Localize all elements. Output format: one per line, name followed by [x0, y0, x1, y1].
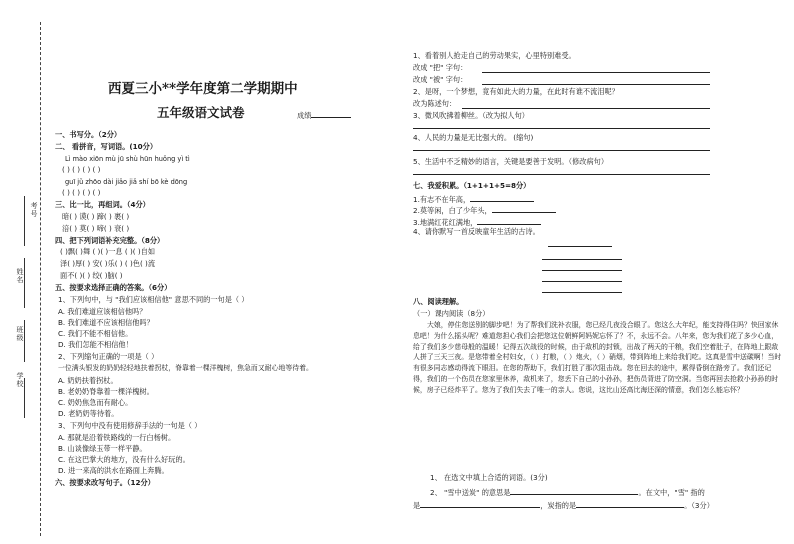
accumulate-3: 3.地满红花红满地， [413, 217, 541, 226]
reading-question-1: 1、 在选文中填上合适的词语。(3分) [430, 473, 548, 482]
question-1-option-c: C. 我们不能不相信他。 [58, 329, 133, 338]
rewrite-4: 4、人民的力量是无比强大的。 (缩句) [413, 133, 534, 142]
accumulate-1: 1.有志不在年高， [413, 194, 534, 203]
idiom-fill-row-2: 泽( )厚( ) 安( )乐( ) ( )色( )流 [60, 259, 156, 268]
question-3-option-c: C. 在这巴掌大的地方，没有什么好玩的。 [58, 455, 190, 464]
reading-passage: 大娘，停住您送别的脚步吧！为了帮我们洗补衣服，您已经几夜没合眼了。您这么大年纪，能支持得住吗？快回家休息吧！为什么摇头呢？难道您担心我们会把您这位朝鲜阿妈妮忘怀了？不，永远不会。八年来，您为我们花了多少心血，给了我们多少慈母般的温暖！记得五次战役的时候，由于敌机的封锁，出战了两天的干粮，我们空着肚子，在阵地上跟敌人拼了三天三夜。是您带着全村妇女，（ ）打粮，（ ）炮火，（ ）硝烟，带到阵地上来给我们吃。这真是雪中送碳啊！当时有很多同志感动得流下眼泪。在您的帮助下，我们打胜了那次阻击战。您在回去的途中，累得昏倒在路旁了。我们还记得，我们的一个伤员在您家里休养，敌机来了，您丢下自己的小孙孙，把伤员背进了防空洞。当您再回去抢救小孙孙的时候，房子已经炸平了。您为了我们失去了唯一的亲人。您说，这比山还高比海还深的情意，我们怎么能忘怀？ [413, 321, 782, 394]
answer-line [413, 150, 710, 151]
question-1-option-a: A. 我们难道应该相信他吗？ [58, 307, 147, 316]
answer-line [413, 174, 710, 175]
binding-fold-line [40, 22, 41, 536]
idiom-fill-row-1: ( )飘( )舞 ( )( )一息 ( )( )自如 [60, 247, 156, 256]
section-6-heading: 六、按要求改写句子。（12分） [55, 478, 155, 487]
reading-question-2-cont: 是 ，炭指的是 。（3分） [413, 501, 714, 510]
section-4-heading: 四、把下列词语补充完整。（8分） [55, 236, 165, 245]
answer-line [482, 84, 710, 85]
question-2-option-a: A. 奶奶扶着拐杖。 [58, 376, 118, 385]
answer-line [482, 72, 710, 73]
question-2-option-d: D. 老奶奶等待着。 [58, 409, 119, 418]
rewrite-1: 1、看着别人抢走自己的劳动果实，心里特别难受。 [413, 51, 576, 60]
rewrite-3: 3、微风吹拂着柳丝。（改为拟人句） [413, 111, 529, 120]
side-field-line [24, 196, 25, 246]
question-3-option-d: D. 进一来高的洪水在路面上奔腾。 [58, 466, 169, 475]
section-2-heading: 二、 看拼音，写词语。(10分） [55, 142, 158, 151]
poem-line [542, 292, 622, 293]
side-label-class: 班级 [16, 326, 24, 342]
section-8-subheading: （一）课内阅读（8分） [413, 309, 490, 318]
rewrite-2: 2、是呀，一个梦想，竟有如此大的力量，在此时有谁不流泪呢？ [413, 87, 619, 96]
compare-row-1: 暗( ) 谟( ) 蹄( ) 裹( ) [62, 212, 130, 221]
poem-line [542, 259, 622, 260]
side-field-line [24, 320, 25, 362]
poem-line [542, 270, 622, 271]
answer-brackets-2: ( ) ( ) ( ) ( ) [62, 188, 101, 197]
question-2-option-b: B. 老奶奶脊靠着一棵洋槐树。 [58, 387, 154, 396]
question-3-option-b: B. 山谈像绿玉带一样平静。 [58, 444, 147, 453]
question-3: 3、下列句中没有使用修辞手法的一句是（ ） [58, 421, 202, 430]
question-2-sentence: 一位满头银发的奶奶轻轻地扶着拐杖，脊靠着一棵洋槐树，焦急而又耐心地等待着。 [58, 364, 313, 372]
side-label-exam-no: 考号 [30, 202, 38, 218]
section-1-heading: 一、书写分。（2分） [55, 130, 122, 139]
exam-title: 西夏三小**学年度第二学期期中 [108, 81, 298, 97]
question-1-option-d: D. 我们怎能不相信他！ [58, 340, 133, 349]
exam-subtitle: 五年级语文试卷 [157, 105, 245, 120]
side-field-line [24, 378, 25, 418]
answer-line [462, 108, 710, 109]
poem-line [542, 281, 622, 282]
rewrite-1-ba: 改成 "把" 字句： [413, 63, 468, 72]
idiom-fill-row-3: 面不( )( ) 绞( )脑( ) [60, 271, 123, 280]
rewrite-1-bei: 改成 "被" 字句： [413, 75, 468, 84]
reading-question-2: 2、 "雪中送炭" 的意思是 。在文中，"雪" 指的 [430, 488, 705, 497]
question-2: 2、下列缩句正确的一项是（ ） [58, 352, 159, 361]
question-1-option-b: B. 我们难道不应该相信他吗？ [58, 318, 154, 327]
answer-brackets-1: ( ) ( ) ( ) ( ) [62, 165, 101, 174]
section-5-heading: 五、按要求选择正确的答案。（6分） [55, 283, 172, 292]
answer-line [413, 128, 710, 129]
rewrite-5: 5、生活中不乏精妙的语言，关键是要善于发明。（修改病句） [413, 157, 609, 166]
accumulate-4: 4、请你默写一首反映童年生活的古诗。 [413, 227, 540, 236]
question-3-option-a: A. 那就是沿着铁路线的一行白杨树。 [58, 433, 176, 442]
section-3-heading: 三、比一比，再组词。（4分） [55, 200, 150, 209]
pinyin-row-1: Lì mào xiōn mù jū shù hūn huǒng yì tì [65, 155, 190, 163]
section-7-heading: 七、我爱积累。（1+1+1+5=8分） [413, 181, 531, 190]
poem-line [548, 246, 612, 247]
pinyin-row-2: guī jǔ zhōo dài jiǎo jiǎ shí bō kè dōng [65, 178, 188, 186]
side-label-school: 学校 [16, 372, 24, 388]
accumulate-2: 2.莫等闲，白了少年头， [413, 205, 556, 214]
score-label: 成绩 [297, 110, 351, 119]
question-2-option-c: C. 奶奶焦急而有耐心。 [58, 398, 133, 407]
side-label-name: 姓名 [16, 268, 24, 284]
side-field-line [24, 258, 25, 308]
question-1: 1、下列句中，与 "我们应该相信他" 意思不同的一句是（ ） [58, 295, 249, 304]
rewrite-2-statement: 改为陈述句： [413, 99, 457, 108]
compare-row-2: 涪( ) 莫( ) 啼( ) 衰( ) [62, 224, 130, 233]
section-8-heading: 八、阅读理解。 [413, 297, 464, 306]
